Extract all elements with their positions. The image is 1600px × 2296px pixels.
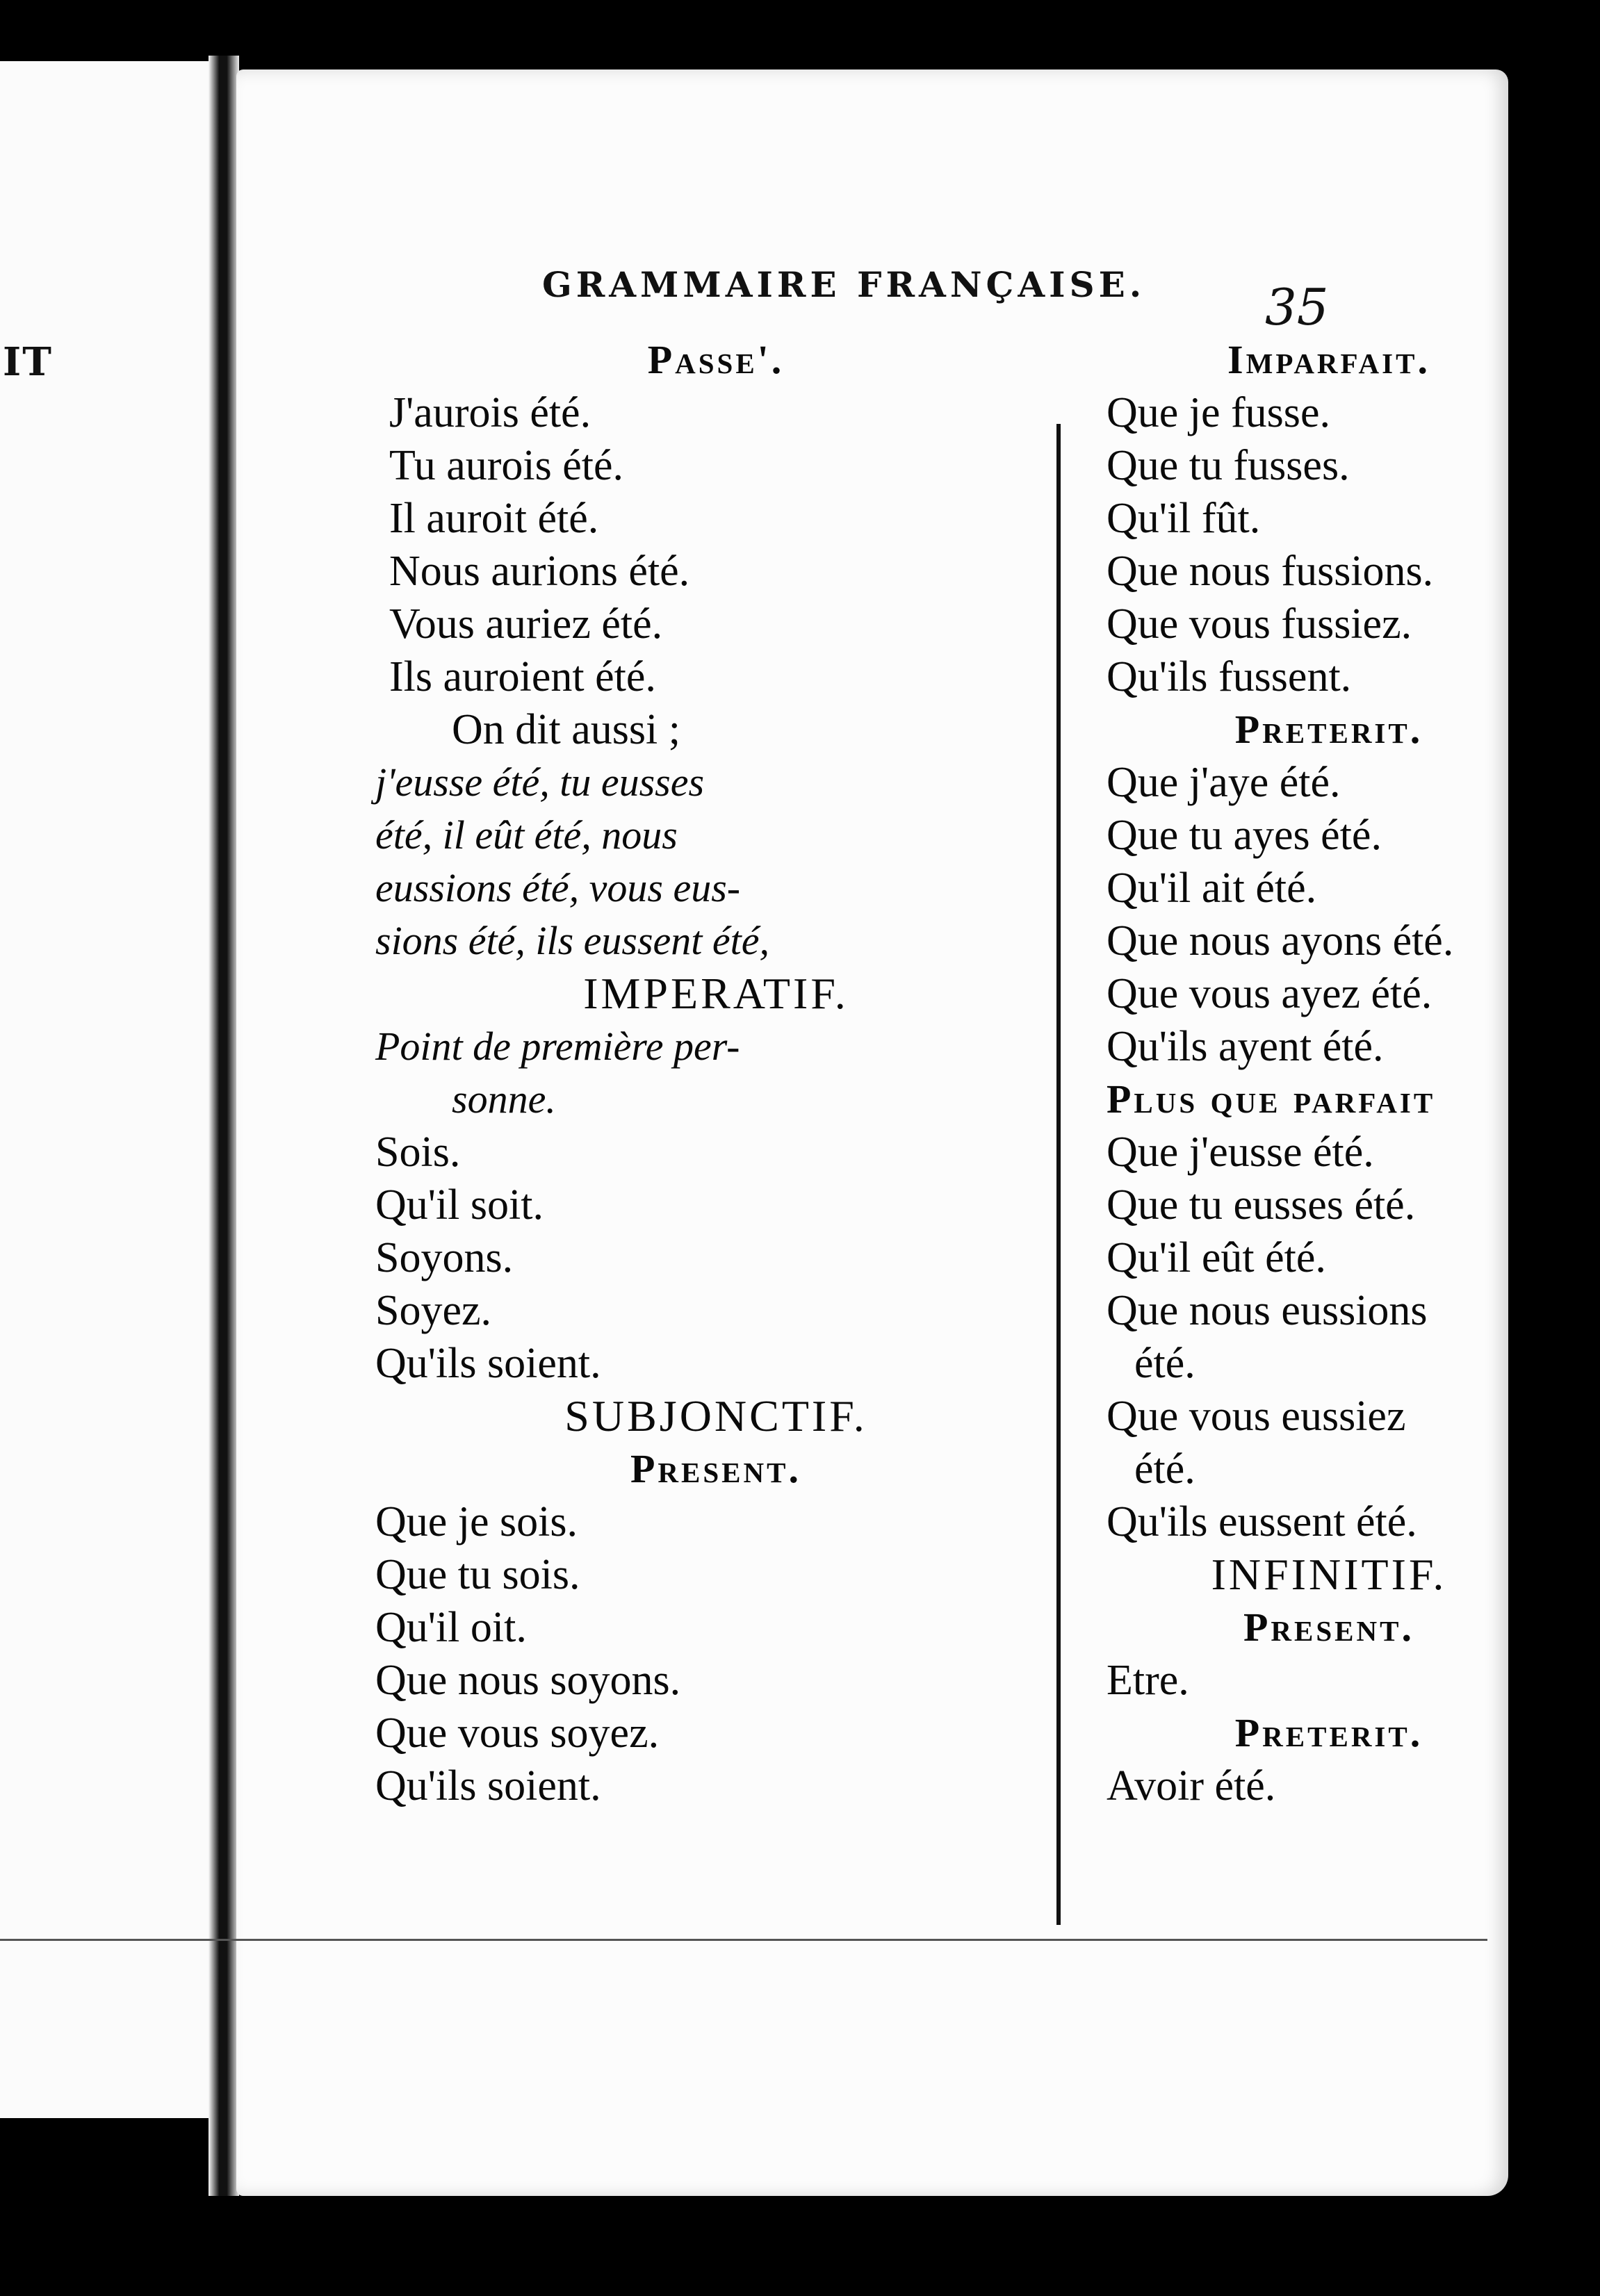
text-line: Que vous soyez. <box>375 1709 660 1757</box>
text-line: Point de première per- <box>375 1024 740 1069</box>
text-line: On dit aussi ; <box>452 706 680 753</box>
column-divider <box>1056 424 1061 1925</box>
text-line: Soyons. <box>375 1234 514 1281</box>
text-line: Qu'il soit. <box>375 1181 544 1229</box>
previous-page-fragment <box>0 61 229 2118</box>
text-line: eussions été, vous eus- <box>375 865 741 910</box>
text-line: J'aurois été. <box>389 389 591 436</box>
text-line: j'eusse été, tu eusses <box>375 760 705 805</box>
text-line: sions été, ils eussent été, <box>375 918 770 963</box>
text-line: sonne. <box>452 1076 556 1122</box>
text-line: Soyez. <box>375 1287 492 1334</box>
text-line: Qu'il ait été. <box>1107 864 1317 912</box>
text-line: Qu'ils eussent été. <box>1107 1498 1417 1545</box>
book-page <box>236 69 1508 2196</box>
text-line: Que je fusse. <box>1107 389 1330 436</box>
text-line: INFINITIF. <box>1211 1550 1447 1599</box>
text-line: été. <box>1134 1445 1195 1493</box>
previous-page-text: IT <box>3 339 53 385</box>
text-line: été, il eût été, nous <box>375 812 678 858</box>
text-line: Que tu ayes été. <box>1107 812 1382 859</box>
text-line: Que je sois. <box>375 1498 578 1545</box>
text-line: Ils auroient été. <box>389 653 656 700</box>
text-line: Nous aurions été. <box>389 548 690 595</box>
text-line: Plus que parfait <box>1107 1076 1436 1122</box>
text-line: Que tu fusses. <box>1107 442 1350 489</box>
text-line: Qu'il oit. <box>375 1604 527 1651</box>
text-line: Sois. <box>375 1129 461 1176</box>
book-gutter <box>209 56 239 2196</box>
text-line: Que nous fussions. <box>1107 548 1434 595</box>
right-column <box>1107 334 1551 1812</box>
text-line: Vous auriez été. <box>389 600 663 648</box>
text-line: Que vous ayez été. <box>1107 970 1432 1017</box>
text-line: Qu'il fût. <box>1107 495 1261 542</box>
text-line: Qu'ils soient. <box>375 1340 601 1387</box>
text-line: SUBJONCTIF. <box>564 1391 867 1441</box>
text-line: Qu'ils ayent été. <box>1107 1023 1384 1070</box>
text-line: Etre. <box>1107 1657 1189 1704</box>
text-line: Preterit. <box>1234 1710 1423 1755</box>
text-line: Preterit. <box>1234 707 1423 752</box>
running-head: GRAMMAIRE FRANÇAISE. <box>542 264 1146 305</box>
text-line: Present. <box>1243 1605 1414 1650</box>
text-line: Que j'aye été. <box>1107 759 1341 806</box>
text-line: Qu'ils fussent. <box>1107 653 1352 700</box>
text-line: Il auroit été. <box>389 495 599 542</box>
text-line: Que nous eussions <box>1107 1287 1428 1334</box>
text-line: Que vous fussiez. <box>1107 600 1412 648</box>
text-line: Avoir été. <box>1107 1762 1276 1810</box>
text-line: Que tu sois. <box>375 1551 580 1598</box>
text-line: Imparfait. <box>1227 337 1430 382</box>
page-number: 35 <box>1265 278 1329 336</box>
left-column <box>375 334 1056 1812</box>
text-line: Qu'ils soient. <box>375 1762 601 1810</box>
text-line: Que nous soyons. <box>375 1657 681 1704</box>
text-line: IMPERATIF. <box>583 969 849 1018</box>
text-line: Tu aurois été. <box>389 442 623 489</box>
scan-line <box>0 1939 1487 1941</box>
text-line: été. <box>1134 1340 1195 1387</box>
text-line: Que tu eusses été. <box>1107 1181 1416 1229</box>
text-line: Passe'. <box>647 337 785 382</box>
text-line: Qu'il eût été. <box>1107 1234 1326 1281</box>
text-line: Que vous eussiez <box>1107 1393 1406 1440</box>
text-line: Present. <box>630 1446 801 1491</box>
text-line: Que nous ayons été. <box>1107 917 1454 965</box>
text-line: Que j'eusse été. <box>1107 1129 1374 1176</box>
